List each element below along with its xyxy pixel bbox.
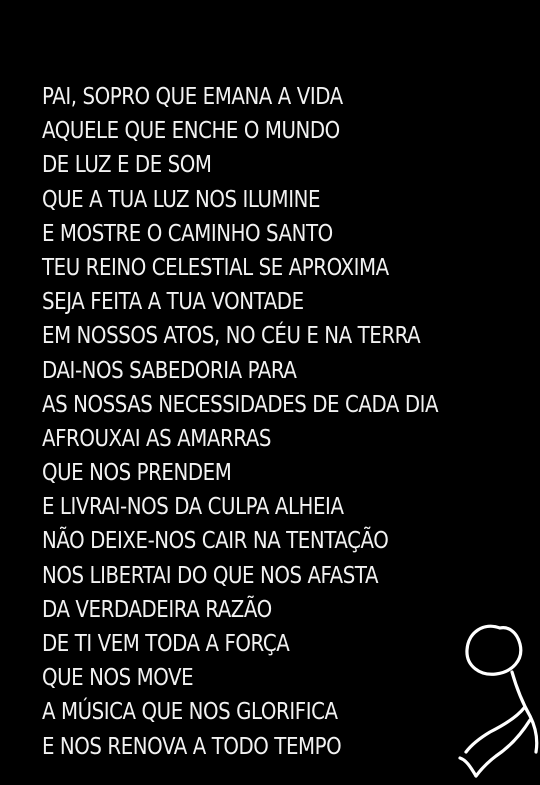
prayer-line: DE LUZ E DE SOM <box>42 152 212 179</box>
stick-figure-sketch-icon <box>440 610 540 785</box>
prayer-line: QUE A TUA LUZ NOS ILUMINE <box>42 186 321 213</box>
prayer-line: DAI-NOS SABEDORIA PARA <box>42 357 297 384</box>
prayer-line: DA VERDADEIRA RAZÃO <box>42 596 272 623</box>
doodle-arm <box>466 708 524 752</box>
prayer-line: NÃO DEIXE-NOS CAIR NA TENTAÇÃO <box>42 528 389 555</box>
prayer-line: QUE NOS MOVE <box>42 665 194 692</box>
prayer-line: PAI, SOPRO QUE EMANA A VIDA <box>42 84 343 110</box>
prayer-line: E MOSTRE O CAMINHO SANTO <box>42 220 333 247</box>
doodle-leg <box>476 720 530 776</box>
prayer-line: SEJA FEITA A TUA VONTADE <box>42 289 304 316</box>
prayer-line: QUE NOS PRENDEM <box>42 460 232 487</box>
prayer-line: NOS LIBERTAI DO QUE NOS AFASTA <box>42 562 379 589</box>
prayer-line: DE TI VEM TODA A FORÇA <box>42 631 290 657</box>
prayer-line: TEU REINO CELESTIAL SE APROXIMA <box>42 254 389 281</box>
doodle-tail <box>460 758 476 776</box>
prayer-line: AS NOSSAS NECESSIDADES DE CADA DIA <box>42 391 439 418</box>
prayer-line: EM NOSSOS ATOS, NO CÉU E NA TERRA <box>42 323 421 350</box>
prayer-line: AQUELE QUE ENCHE O MUNDO <box>42 118 340 145</box>
prayer-line: A MÚSICA QUE NOS GLORIFICA <box>42 699 338 726</box>
doodle-head <box>467 626 521 674</box>
prayer-line: AFROUXAI AS AMARRAS <box>42 425 272 452</box>
prayer-line: E NOS RENOVA A TODO TEMPO <box>42 733 342 760</box>
prayer-line: E LIVRAI-NOS DA CULPA ALHEIA <box>42 494 344 521</box>
